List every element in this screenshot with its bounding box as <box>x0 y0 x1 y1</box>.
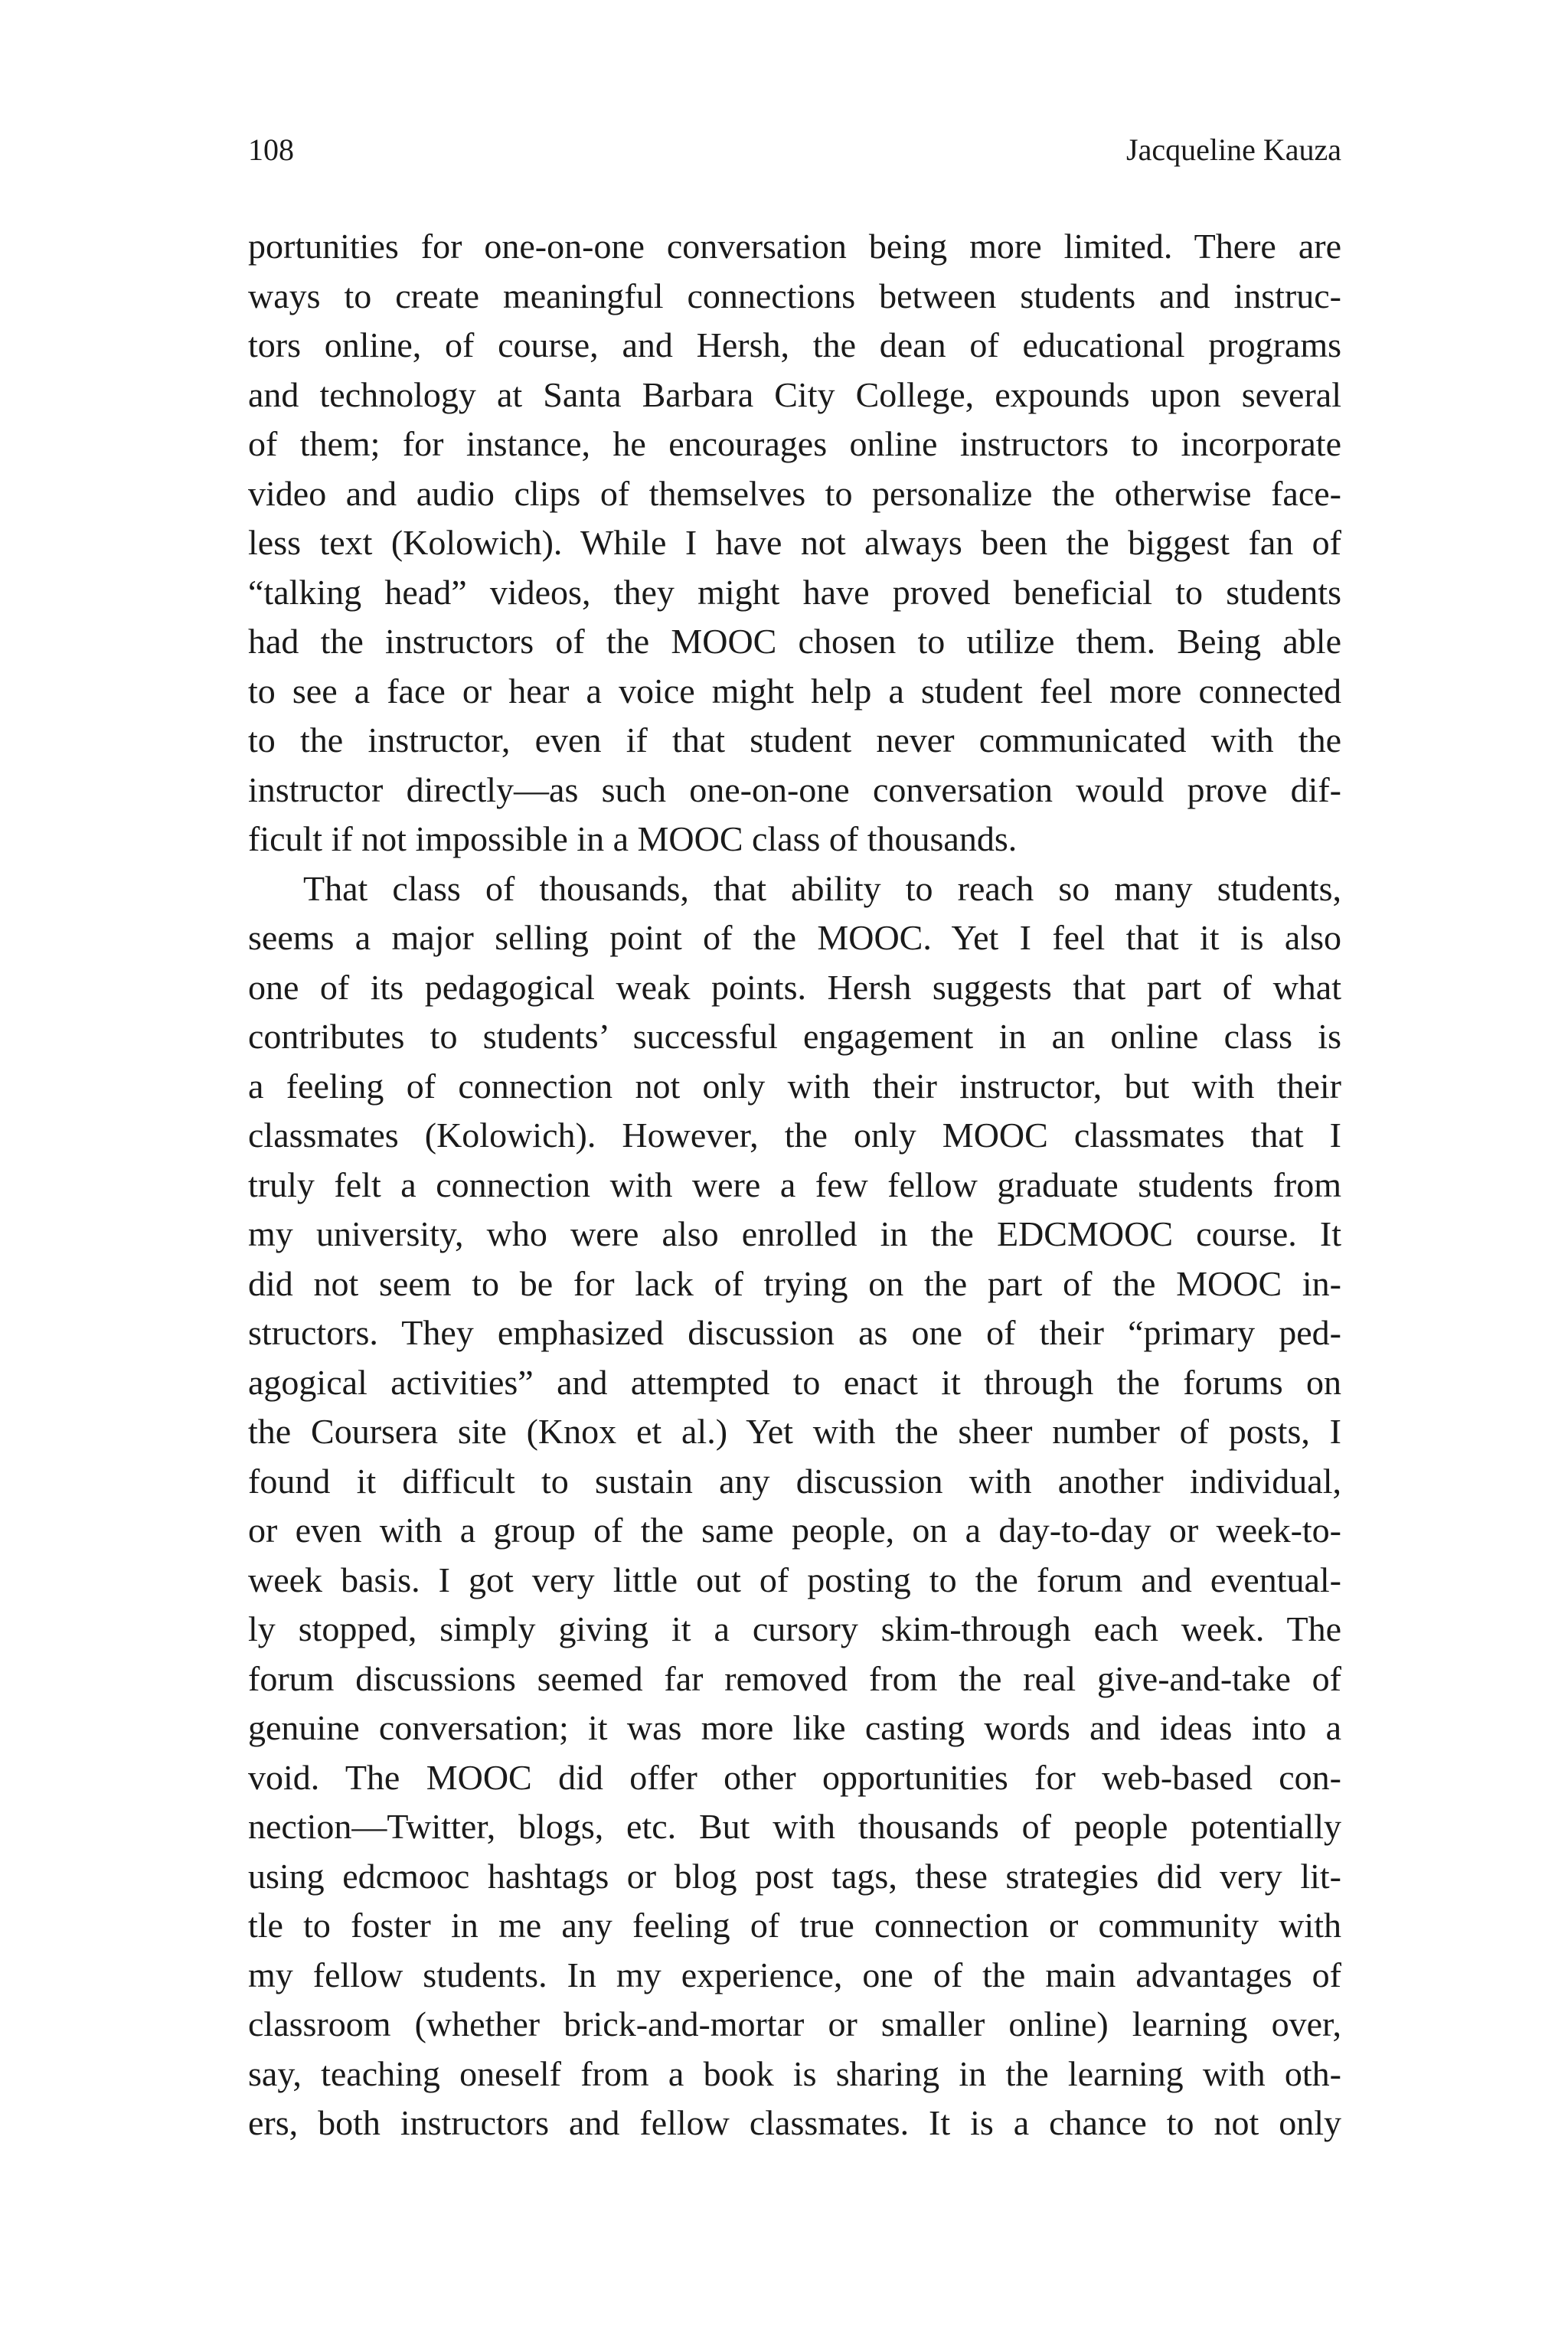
paragraph-1 <box>248 222 1341 864</box>
text-line: to see a face or hear a voice might help a student feel more connected <box>248 671 1341 710</box>
text-line: of them; for instance, he encourages online instructors to incorporate <box>248 424 1341 463</box>
text-line: contributes to students’ successful engagement in an online class is <box>248 1017 1341 1056</box>
paragraph-2 <box>248 864 1341 2148</box>
text-line: seems a major selling point of the MOOC. Yet I feel that it is also <box>248 918 1341 957</box>
text-line: my fellow students. In my experience, one of the main advantages of <box>248 1955 1341 1994</box>
text-line: ers, both instructors and fellow classmates. It is a chance to not only <box>248 2103 1341 2142</box>
running-head <box>248 127 1341 173</box>
text-line: to the instructor, even if that student never communicated with the <box>248 720 1341 760</box>
text-line: say, teaching oneself from a book is sharing in the learning with oth- <box>248 2053 1341 2093</box>
text-line: portunities for one-on-one conversation being more limited. There are <box>248 227 1341 266</box>
page-number: 108 <box>248 132 294 167</box>
text-line: structors. They emphasized discussion as one of their “primary ped- <box>248 1313 1341 1352</box>
text-line: nection—Twitter, blogs, etc. But with thousands of people potentially <box>248 1807 1341 1846</box>
text-line: using edcmooc hashtags or blog post tags, these strategies did very lit- <box>248 1856 1341 1896</box>
text-line: tle to foster in me any feeling of true connection or community with <box>248 1906 1341 1945</box>
text-line: had the instructors of the MOOC chosen to utilize them. Being able <box>248 622 1341 661</box>
text-line: week basis. I got very little out of posting to the forum and eventual- <box>248 1560 1341 1599</box>
text-line: and technology at Santa Barbara City College, expounds upon several <box>248 374 1341 414</box>
text-line: ly stopped, simply giving it a cursory skim-through each week. The <box>248 1609 1341 1648</box>
text-line: tors online, of course, and Hersh, the dean of educational programs <box>248 325 1341 364</box>
text-line: forum discussions seemed far removed from the real give-and-take of <box>248 1658 1341 1698</box>
text-line: void. The MOOC did offer other opportunities for web-based con- <box>248 1757 1341 1797</box>
text-line: “talking head” videos, they might have proved beneficial to students <box>248 572 1341 612</box>
text-line: a feeling of connection not only with their instructor, but with their <box>248 1066 1341 1106</box>
text-line: found it difficult to sustain any discussion with another individual, <box>248 1461 1341 1501</box>
text-line: ways to create meaningful connections between students and instruc- <box>248 276 1341 315</box>
text-line: instructor directly—as such one-on-one conversation would prove dif- <box>248 769 1341 809</box>
text-line: less text (Kolowich). While I have not always been the biggest fan of <box>248 523 1341 562</box>
text-line: ficult if not impossible in a MOOC class of thousands. <box>248 819 1018 858</box>
body-text <box>248 222 1341 2148</box>
text-line: genuine conversation; it was more like casting words and ideas into a <box>248 1708 1341 1747</box>
running-head-author: Jacqueline Kauza <box>1126 132 1341 167</box>
text-line: That class of thousands, that ability to reach so many students, <box>303 868 1341 908</box>
text-line: classroom (whether brick-and-mortar or smaller online) learning over, <box>248 2004 1341 2043</box>
text-line: truly felt a connection with were a few fellow graduate students from <box>248 1165 1341 1204</box>
text-line: agogical activities” and attempted to enact it through the forums on <box>248 1362 1341 1402</box>
text-line: did not seem to be for lack of trying on the part of the MOOC in- <box>248 1263 1341 1303</box>
text-line: classmates (Kolowich). However, the only MOOC classmates that I <box>248 1116 1341 1155</box>
text-line: or even with a group of the same people, on a day-to-day or week-to- <box>248 1511 1341 1550</box>
text-line: the Coursera site (Knox et al.) Yet with the sheer number of posts, I <box>248 1412 1341 1451</box>
text-line: one of its pedagogical weak points. Hersh suggests that part of what <box>248 967 1341 1007</box>
text-line: video and audio clips of themselves to personalize the otherwise face- <box>248 473 1341 513</box>
text-line: my university, who were also enrolled in the EDCMOOC course. It <box>248 1214 1341 1253</box>
